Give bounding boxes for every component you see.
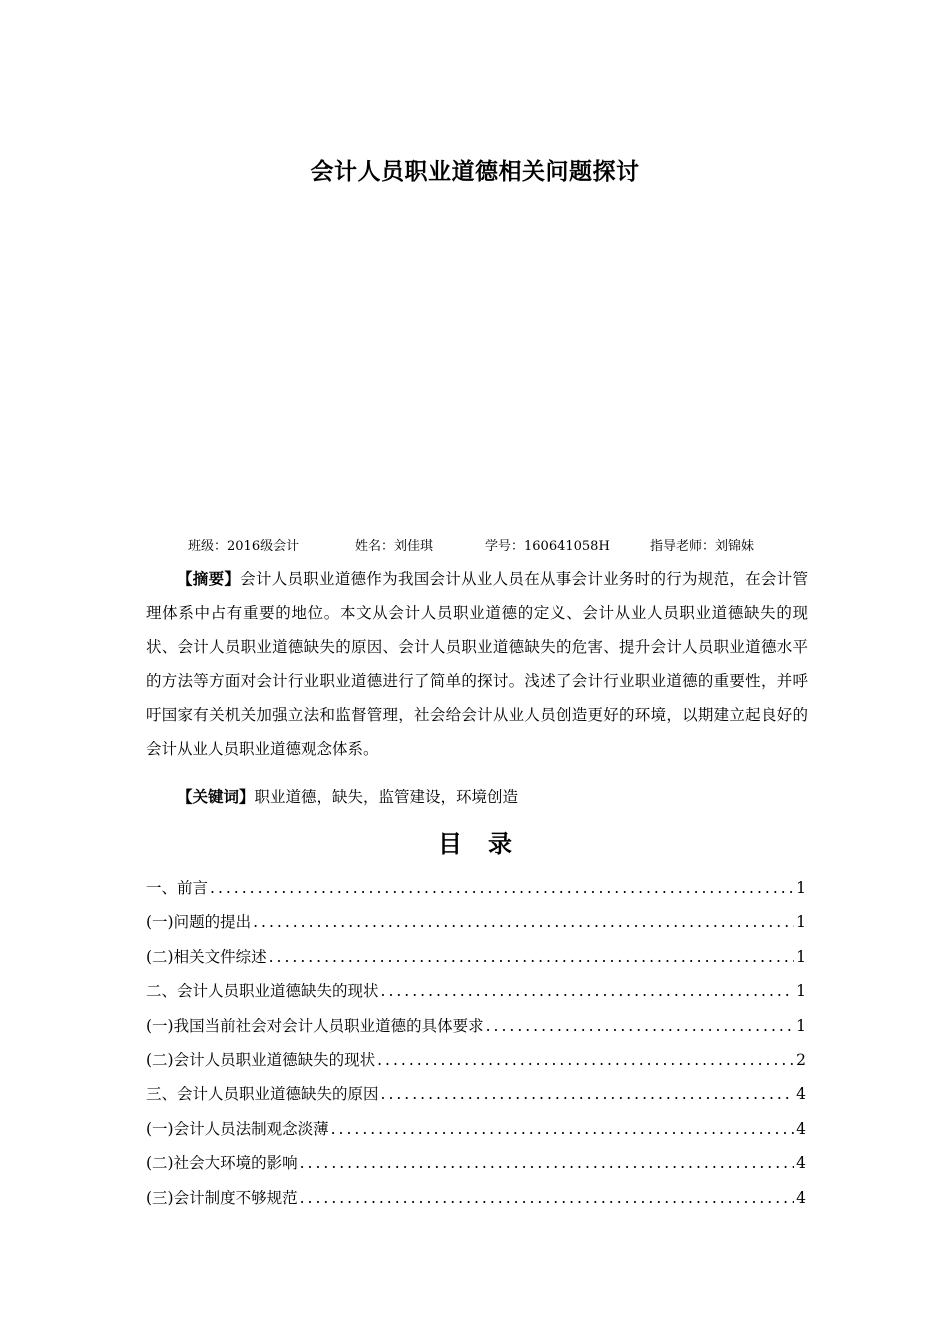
- toc-leader: [269, 948, 795, 966]
- toc-entry-text: (一)问题的提出: [146, 913, 252, 932]
- toc-entry-text: (三)会计制度不够规范: [146, 1188, 298, 1207]
- toc-entry-text: (二)相关文件综述: [146, 947, 267, 966]
- keywords-text: 职业道德，缺失，监管建设，环境创造: [254, 788, 519, 806]
- toc-leader: [381, 982, 795, 1000]
- toc-title: 目录: [438, 830, 538, 858]
- toc-entry-page: 1: [796, 1016, 806, 1035]
- toc-entry-text: (一)我国当前社会对会计人员职业道德的具体要求: [146, 1016, 484, 1035]
- advisor-info: 指导老师：刘锦妹: [650, 539, 755, 554]
- toc-entry[interactable]: [146, 1186, 806, 1220]
- toc-entry[interactable]: [146, 876, 806, 910]
- toc-entry[interactable]: [146, 1014, 806, 1048]
- toc-leader: [210, 879, 794, 897]
- toc-entry-page: 1: [796, 947, 806, 966]
- document-title: 会计人员职业道德相关问题探讨: [310, 159, 640, 185]
- toc-leader: [331, 1120, 795, 1138]
- class-info: 班级：2016级会计: [188, 539, 300, 554]
- toc-leader: [381, 1085, 795, 1103]
- toc-entry-text: 三、会计人员职业道德缺失的原因: [146, 1085, 379, 1104]
- toc-entry-page: 1: [796, 913, 806, 932]
- toc-entry-page: 2: [796, 1050, 806, 1069]
- toc-entry[interactable]: [146, 979, 806, 1013]
- toc-entry-page: 4: [796, 1119, 806, 1138]
- toc-entry[interactable]: [146, 1048, 806, 1082]
- toc-leader: [486, 1017, 795, 1035]
- toc-entry-text: (一)会计人员法制观念淡薄: [146, 1119, 329, 1138]
- abstract-text: 会计人员职业道德作为我国会计从业人员在从事会计业务时的行为规范，在会计管理体系中占有重要的地位。本文从会计人员职业道德的定义、会计从业人员职业道德缺失的现状、会计人员职业道德缺失的原因、会计人员职业道德缺失的危害、提升会计人员职业道德水平的方法等方面对会计行业职业道德进行了简单的探讨。浅述了会计行业职业道德的重要性，并呼吁国家有关机关加强立法和监督管理，社会给会计从业人员创造更好的环境，以期建立起良好的会计从业人员职业道德观念体系。: [146, 570, 808, 758]
- toc-entry-text: (二)会计人员职业道德缺失的现状: [146, 1050, 376, 1069]
- toc-leader: [300, 1154, 795, 1172]
- toc-entry-text: 一、前言: [146, 879, 209, 897]
- toc-leader: [253, 913, 794, 931]
- toc-entry[interactable]: [146, 1082, 806, 1116]
- student-id-info: 学号：160641058H: [485, 539, 610, 554]
- toc-leader: [377, 1051, 794, 1069]
- abstract-paragraph: [146, 562, 808, 766]
- abstract-label: 【摘要】: [177, 570, 241, 588]
- toc-entry-page: 4: [796, 1085, 806, 1104]
- toc-entry[interactable]: [146, 1117, 806, 1151]
- keywords-label: 【关键词】: [177, 788, 255, 806]
- toc-entry-text: 二、会计人员职业道德缺失的现状: [146, 982, 379, 1001]
- keywords-line: [177, 782, 518, 812]
- toc-leader: [300, 1189, 795, 1207]
- table-of-contents: [146, 876, 806, 1220]
- student-info-line: [0, 535, 950, 555]
- toc-entry-page: 4: [796, 1188, 806, 1207]
- toc-entry-page: 1: [796, 982, 806, 1001]
- toc-entry-page: 1: [796, 879, 806, 897]
- toc-entry-page: 4: [796, 1154, 806, 1173]
- toc-entry-text: (二)社会大环境的影响: [146, 1154, 298, 1173]
- toc-entry[interactable]: [146, 945, 806, 979]
- toc-entry[interactable]: [146, 910, 806, 944]
- name-info: 姓名：刘佳琪: [355, 539, 434, 554]
- toc-entry[interactable]: [146, 1151, 806, 1185]
